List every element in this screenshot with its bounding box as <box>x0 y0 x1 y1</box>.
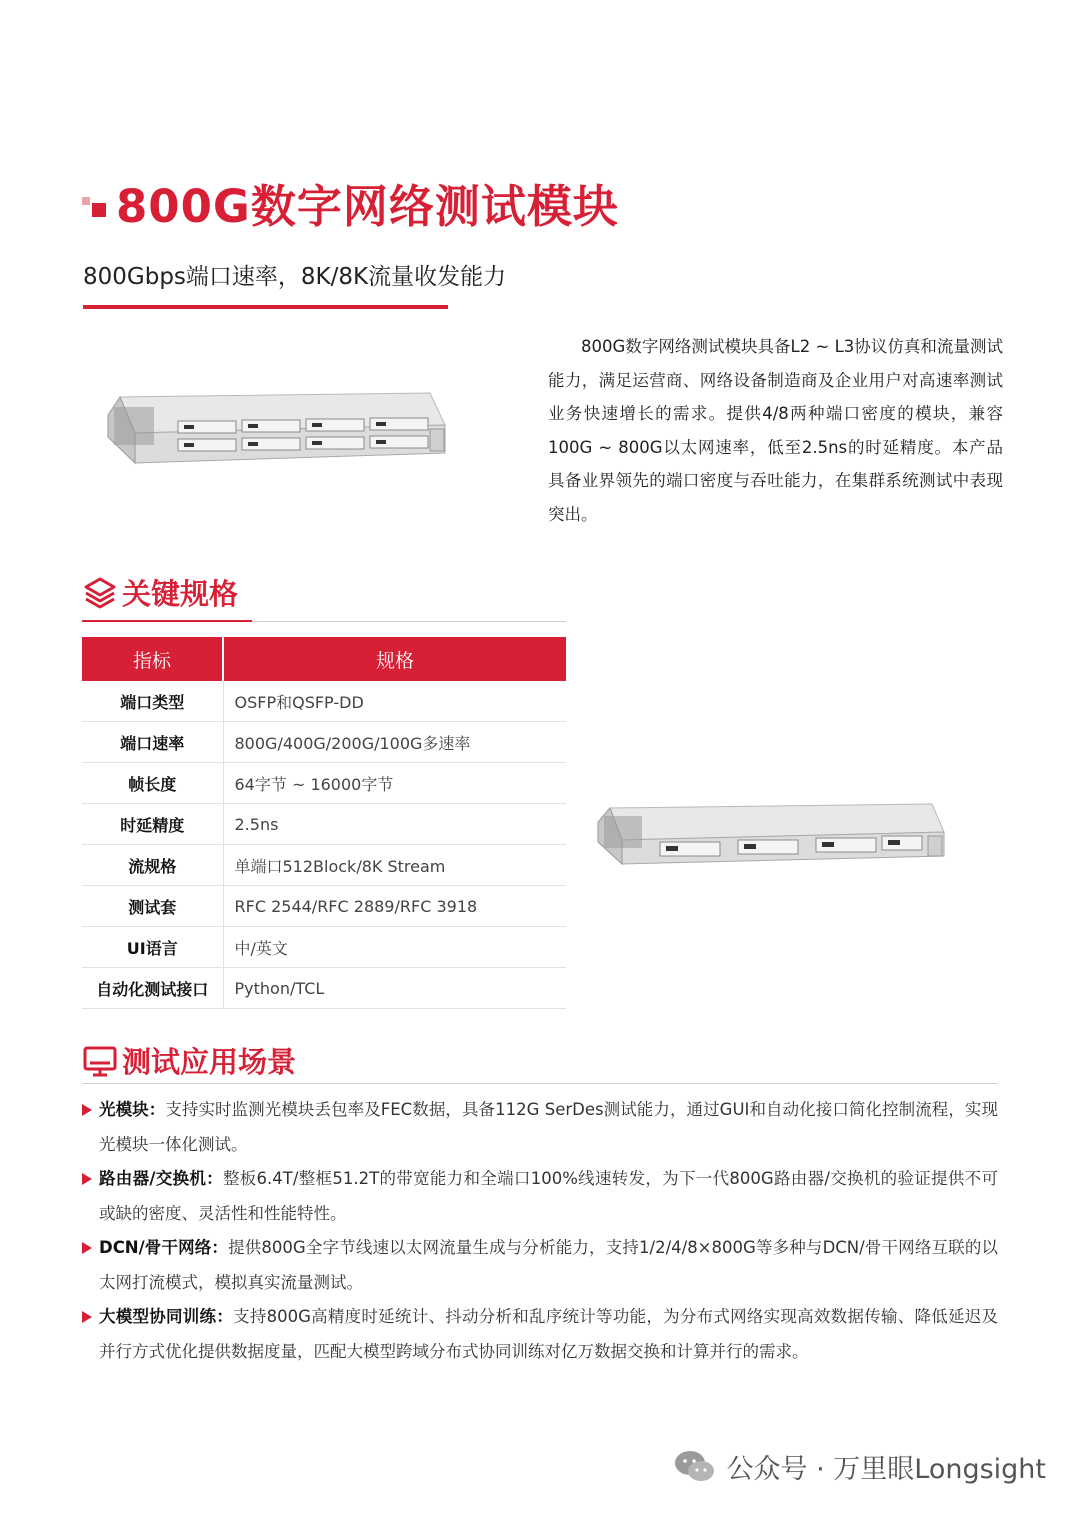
application-text: 支持实时监测光模块丢包率及FEC数据，具备112G SerDes测试能力，通过GUI和自动化接口简化控制流程，实现光模块一体化测试。 <box>99 1100 998 1154</box>
application-label: 光模块： <box>99 1100 166 1119</box>
list-item <box>82 1299 998 1369</box>
spec-value: OSFP和QSFP-DD <box>223 681 566 722</box>
product-description: 800G数字网络测试模块具备L2 ~ L3协议仿真和流量测试能力，满足运营商、网络设备制造商及企业用户对高速率测试业务快速增长的需求。提供4/8两种端口密度的模块，兼容100G ~ 800G以太网速率，低至2.5ns的时延精度。本产品具备业界领先的端口密度与吞吐能力，在集群系统测试中表现突出。 <box>548 337 1003 524</box>
spec-key: 流规格 <box>82 845 223 886</box>
table-header-row <box>82 637 566 681</box>
specs-section-header <box>82 572 238 613</box>
spec-value: 中/英文 <box>223 927 566 968</box>
spec-value: 800G/400G/200G/100G多速率 <box>223 722 566 763</box>
spec-value: 64字节 ~ 16000字节 <box>223 763 566 804</box>
monitor-icon <box>82 1043 118 1079</box>
wechat-icon <box>673 1448 717 1486</box>
layers-icon <box>82 575 118 611</box>
subtitle: 800Gbps端口速率，8K/8K流量收发能力 <box>83 264 507 290</box>
page-title <box>82 170 619 235</box>
spec-key: 帧长度 <box>82 763 223 804</box>
spec-key: UI语言 <box>82 927 223 968</box>
table-row <box>82 763 566 804</box>
spec-key: 端口速率 <box>82 722 223 763</box>
applications-section-title: 测试应用场景 <box>122 1045 297 1079</box>
table-row <box>82 886 566 927</box>
application-text: 支持800G高精度时延统计、抖动分析和乱序统计等功能，为分布式网络实现高效数据传输、降低延迟及并行方式优化提供数据度量，匹配大模型跨域分布式协同训练对亿万数据交换和计算并行的需求。 <box>99 1307 999 1361</box>
application-label: DCN/骨干网络： <box>99 1238 229 1257</box>
table-header-spec: 规格 <box>223 637 566 681</box>
spec-value: Python/TCL <box>223 968 566 1009</box>
application-text: 提供800G全字节线速以太网流量生成与分析能力，支持1/2/4/8×800G等多种与DCN/骨干网络互联的以太网打流模式，模拟真实流量测试。 <box>99 1238 998 1292</box>
table-row <box>82 968 566 1009</box>
applications-list <box>82 1092 998 1368</box>
table-row <box>82 927 566 968</box>
specs-section-title: 关键规格 <box>122 577 239 611</box>
footer-watermark <box>673 1447 1047 1486</box>
spec-value: RFC 2544/RFC 2889/RFC 3918 <box>223 886 566 927</box>
title-marker-icon <box>82 183 112 223</box>
title-text: 800G数字网络测试模块 <box>116 180 619 233</box>
application-label: 路由器/交换机： <box>99 1169 223 1188</box>
bullet-triangle-icon <box>82 1173 92 1185</box>
bullet-triangle-icon <box>82 1311 92 1323</box>
table-row <box>82 804 566 845</box>
specs-table <box>82 637 566 1009</box>
applications-section-header <box>82 1040 296 1081</box>
table-row <box>82 681 566 722</box>
spec-key: 端口类型 <box>82 681 223 722</box>
specs-section-rule-accent <box>82 620 252 622</box>
spec-key: 测试套 <box>82 886 223 927</box>
application-text: 整板6.4T/整框51.2T的带宽能力和全端口100%线速转发，为下一代800G路由器/交换机的验证提供不可或缺的密度、灵活性和性能特性。 <box>99 1169 998 1223</box>
list-item <box>82 1092 998 1162</box>
bullet-triangle-icon <box>82 1104 92 1116</box>
table-row <box>82 845 566 886</box>
applications-section-rule <box>82 1083 998 1084</box>
list-item <box>82 1161 998 1231</box>
footer-text: 公众号 · 万里眼Longsight <box>726 1454 1046 1485</box>
spec-key: 自动化测试接口 <box>82 968 223 1009</box>
list-item <box>82 1230 998 1300</box>
product-image-4port <box>592 798 977 868</box>
spec-value: 2.5ns <box>223 804 566 845</box>
application-label: 大模型协同训练： <box>99 1307 234 1326</box>
spec-key: 时延精度 <box>82 804 223 845</box>
table-row <box>82 722 566 763</box>
subtitle-rule <box>83 305 448 309</box>
bullet-triangle-icon <box>82 1242 92 1254</box>
table-header-indicator: 指标 <box>82 637 223 681</box>
spec-value: 单端口512Block/8K Stream <box>223 845 566 886</box>
product-image-8port <box>100 385 480 465</box>
